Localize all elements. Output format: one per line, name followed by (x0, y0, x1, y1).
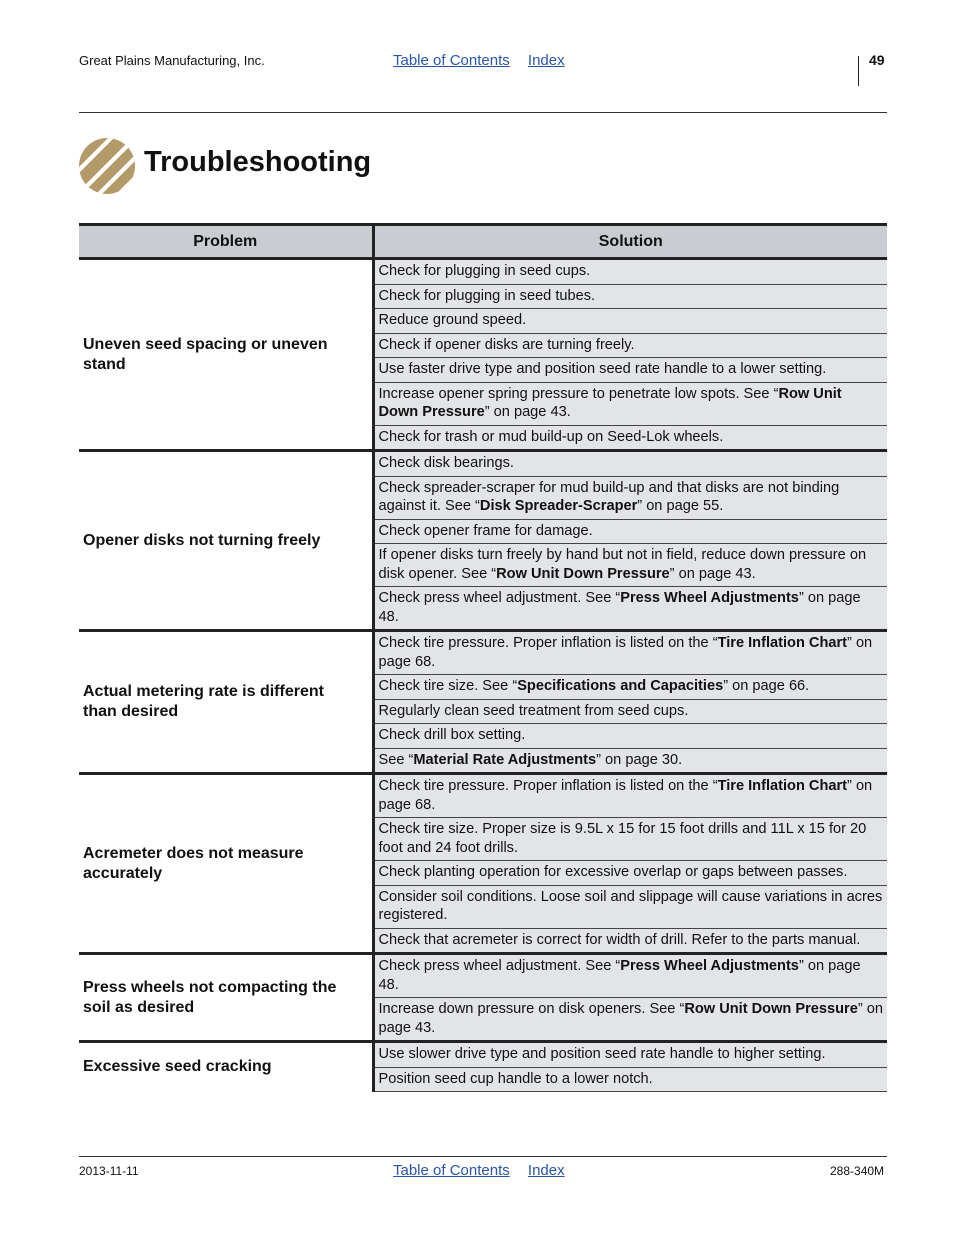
solution-text: Regularly clean seed treatment from seed cups. (378, 702, 689, 719)
column-header-solution: Solution (373, 225, 887, 259)
solution-cell (373, 309, 887, 334)
solution-text: Check tire size. Proper size is 9.5L x 15 for 15 foot drills and 11L x 15 for 20 foot and 24 foot drills. (378, 821, 867, 856)
header-links (393, 52, 579, 69)
solution-text: ” on page 55. (637, 498, 724, 514)
solution-cell (373, 724, 887, 749)
brand-logo-icon (78, 137, 136, 195)
solution-cell (373, 476, 887, 519)
solution-text: See “ (378, 751, 414, 768)
cross-reference: Tire Inflation Chart (717, 778, 848, 794)
solution-cell (373, 425, 887, 451)
cross-reference: Press Wheel Adjustments (620, 590, 799, 606)
header-divider (858, 56, 859, 86)
footer-rule (79, 1156, 887, 1157)
cross-reference: Row Unit Down Pressure (378, 385, 842, 420)
solution-cell (373, 998, 887, 1042)
solution-text: ” on page 66. (723, 678, 810, 694)
table-row (79, 774, 887, 818)
solution-cell (373, 928, 887, 954)
solution-text: Check for trash or mud build-up on Seed-Lok wheels. (378, 428, 724, 445)
solution-text: Check tire pressure. Proper inflation is listed on the “ (378, 778, 718, 794)
solution-cell (373, 1042, 887, 1068)
solution-text: ” on page 68. (378, 635, 873, 670)
table-row (79, 631, 887, 675)
column-header-problem: Problem (79, 225, 373, 259)
solution-cell (373, 259, 887, 285)
solution-text: ” on page 30. (596, 751, 683, 768)
solution-cell (373, 861, 887, 886)
solution-text: Check disk bearings. (378, 455, 514, 471)
solution-text: Check tire size. See “ (378, 678, 518, 694)
solution-cell (373, 818, 887, 861)
solution-text: Check spreader-scraper for mud build-up and that disks are not binding against it. See “ (378, 479, 840, 514)
table-row (79, 1042, 887, 1068)
solution-cell (373, 451, 887, 477)
footer-index-link[interactable]: Index (527, 1162, 565, 1179)
solution-cell (373, 544, 887, 587)
solution-text: Position seed cup handle to a lower notch. (378, 1070, 653, 1087)
cross-reference: Material Rate Adjustments (413, 751, 597, 768)
solution-text: ” on page 68. (378, 778, 873, 813)
cross-reference: Row Unit Down Pressure (496, 565, 670, 582)
cross-reference: Tire Inflation Chart (717, 635, 848, 651)
solution-cell (373, 774, 887, 818)
solution-text: If opener disks turn freely by hand but not in field, reduce down pressure on disk opener. See “ (378, 547, 867, 582)
problem-cell: Actual metering rate is different than desired (79, 631, 373, 774)
solution-cell (373, 1067, 887, 1092)
solution-text: Use faster drive type and position seed rate handle to a lower setting. (378, 361, 827, 377)
solution-text: Check press wheel adjustment. See “ (378, 590, 621, 606)
problem-cell: Excessive seed cracking (79, 1042, 373, 1092)
solution-cell (373, 748, 887, 774)
footer-date: 2013-11-11 (79, 1164, 139, 1178)
solution-cell (373, 519, 887, 544)
solution-cell (373, 699, 887, 724)
table-row (79, 451, 887, 477)
problem-cell: Opener disks not turning freely (79, 451, 373, 631)
solution-cell (373, 885, 887, 928)
solution-text: Check drill box setting. (378, 727, 526, 743)
solution-text: Check press wheel adjustment. See “ (378, 958, 621, 974)
solution-cell (373, 631, 887, 675)
solution-text: Increase opener spring pressure to penetrate low spots. See “ (378, 385, 779, 402)
solution-cell (373, 382, 887, 425)
solution-text: ” on page 43. (484, 404, 571, 420)
problem-cell: Acremeter does not measure accurately (79, 774, 373, 954)
footer-toc-link[interactable]: Table of Contents (393, 1162, 510, 1179)
solution-cell (373, 954, 887, 998)
page-number: 49 (869, 52, 885, 68)
solution-text: Use slower drive type and position seed rate handle to higher setting. (378, 1046, 826, 1062)
solution-cell (373, 358, 887, 383)
table-row (79, 954, 887, 998)
solution-text: ” on page 43. (669, 565, 756, 582)
problem-cell: Uneven seed spacing or uneven stand (79, 259, 373, 451)
header-rule (79, 112, 887, 113)
solution-cell (373, 675, 887, 700)
troubleshooting-table (79, 223, 887, 1092)
solution-text: ” on page 48. (378, 590, 861, 625)
cross-reference: Press Wheel Adjustments (620, 958, 799, 974)
solution-text: Increase down pressure on disk openers. See “ (378, 1001, 685, 1017)
solution-cell (373, 587, 887, 631)
solution-text: Check that acremeter is correct for width of drill. Refer to the parts manual. (378, 931, 861, 948)
header-index-link[interactable]: Index (527, 52, 565, 69)
solution-text: Consider soil conditions. Loose soil and slippage will cause variations in acres registered. (378, 888, 883, 923)
table-header-row (79, 225, 887, 259)
solution-text: Check tire pressure. Proper inflation is listed on the “ (378, 635, 718, 651)
solution-text: Check for plugging in seed tubes. (378, 287, 596, 304)
header-company: Great Plains Manufacturing, Inc. (79, 53, 265, 68)
solution-text: Check if opener disks are turning freely. (378, 336, 635, 353)
solution-text: Check planting operation for excessive overlap or gaps between passes. (378, 864, 848, 880)
solution-text: ” on page 43. (378, 1001, 884, 1036)
page-title: Troubleshooting (144, 146, 372, 178)
table-row (79, 259, 887, 285)
solution-text: Check for plugging in seed cups. (378, 263, 591, 279)
solution-text: Reduce ground speed. (378, 312, 527, 328)
solution-text: ” on page 48. (378, 958, 861, 993)
solution-text: Check opener frame for damage. (378, 522, 593, 539)
solution-cell (373, 333, 887, 358)
problem-cell: Press wheels not compacting the soil as desired (79, 954, 373, 1042)
footer-doc-number: 288-340M (830, 1164, 885, 1178)
table-body (79, 259, 887, 1092)
header-toc-link[interactable]: Table of Contents (393, 52, 510, 69)
cross-reference: Row Unit Down Pressure (684, 1001, 858, 1017)
solution-cell (373, 284, 887, 309)
footer-links (393, 1162, 579, 1179)
cross-reference: Specifications and Capacities (517, 678, 724, 694)
cross-reference: Disk Spreader-Scraper (479, 498, 638, 514)
